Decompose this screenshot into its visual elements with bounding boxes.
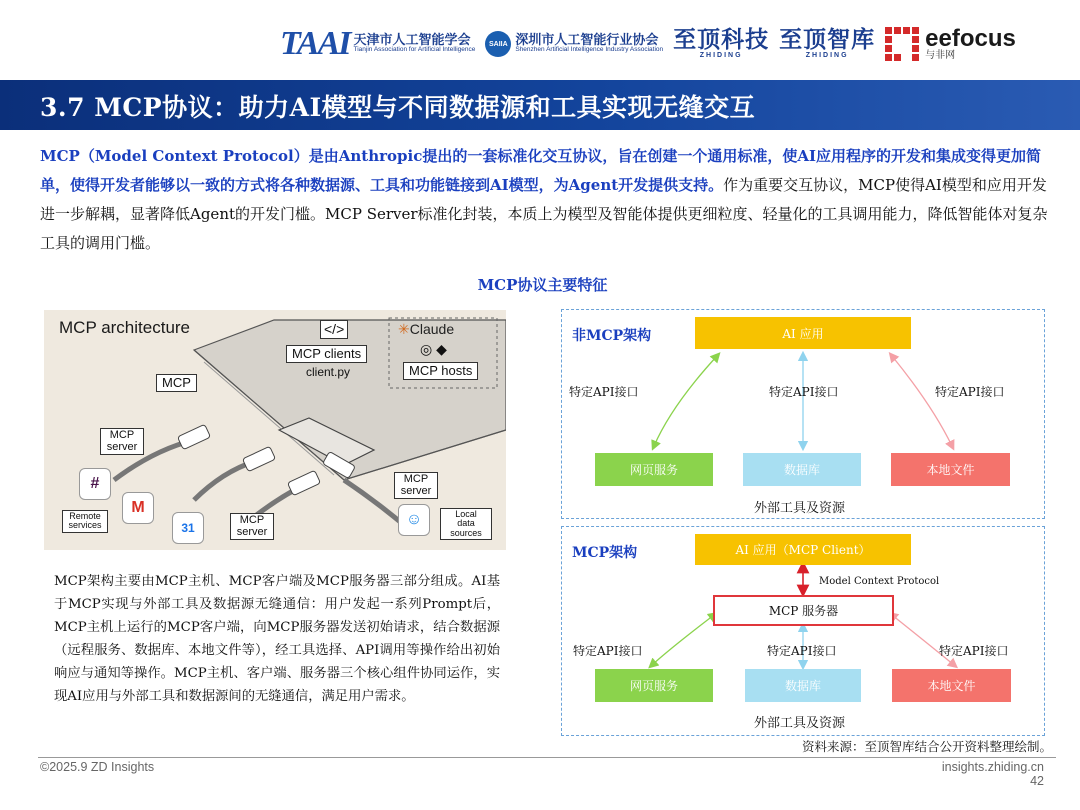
non-mcp-label: 非MCP架构 xyxy=(572,328,652,344)
database-box: 数据库 xyxy=(743,453,861,486)
mcp-hosts-tag: MCP hosts xyxy=(403,362,478,380)
code-file-icon: </> xyxy=(320,320,348,339)
mcp-tag: MCP xyxy=(156,374,197,392)
host-app-icons: ◎ ◆ xyxy=(420,341,447,357)
intro-normal: 作为重要交互协议，MCP使得AI模型和应用开发进一步解耦，显著降低Agent的开发门槛。MCP Server标准化封装，本质上为模型及智能体提供更细粒度、轻量化的工具调用能力，降低智能体对复杂工具的调用门槛。 xyxy=(40,176,1048,252)
zhiding-think-en: ZHIDING xyxy=(805,52,849,59)
title-bar xyxy=(0,80,1080,130)
footer-divider xyxy=(38,757,1056,758)
mcp-architecture-illustration xyxy=(44,310,506,550)
taai-name-en: Tianjin Association for Artificial Intelligence xyxy=(353,46,476,54)
eefocus-grid-icon xyxy=(885,27,919,61)
api-label-right-mcp: 特定API接口 xyxy=(939,644,1009,658)
api-label-left-mcp: 特定API接口 xyxy=(573,644,643,658)
api-label-right: 特定API接口 xyxy=(935,385,1005,399)
architecture-description: MCP架构主要由MCP主机、MCP客户端及MCP服务器三部分组成。AI基于MCP实现与外部工具及数据源无缝通信：用户发起一系列Prompt后，MCP主机上运行的MCP客户端，向MCP服务器发送初始请求，结合数据源（远程服务、数据库、本地文件等），经工具选择、API调用等操作给出初始响应与通知等操作。MCP主机、客户端、服务器三个核心组件协同运作，实现AI应用与外部工具和数据源间的无缝通信，满足用户需求。 xyxy=(54,574,500,704)
header-logos xyxy=(280,14,1016,74)
database-box-mcp: 数据库 xyxy=(745,669,861,702)
remote-services-tag: Remote services xyxy=(62,510,108,533)
zhiding-tech-logo xyxy=(673,29,769,59)
gmail-icon: M xyxy=(122,492,154,524)
mcp-diagram xyxy=(561,526,1045,736)
mcp-label: MCP架构 xyxy=(572,545,638,561)
mcp-server-tag-2: MCP server xyxy=(394,472,438,499)
external-tools-caption-mcp: 外部工具及资源 xyxy=(754,716,846,731)
local-data-sources-tag: Local data sources xyxy=(440,508,492,540)
api-label-mid: 特定API接口 xyxy=(769,385,839,399)
ai-app-mcp-client-box: AI 应用（MCP Client） xyxy=(695,534,911,565)
finder-icon: ☺ xyxy=(398,504,430,536)
taai-logo xyxy=(280,25,475,63)
local-file-box-mcp: 本地文件 xyxy=(892,669,1011,702)
zhiding-think-logo xyxy=(779,29,875,59)
web-service-box-mcp: 网页服务 xyxy=(595,669,713,702)
footer-url[interactable]: insights.zhiding.cn xyxy=(941,760,1044,774)
zhiding-tech-en: ZHIDING xyxy=(699,52,743,59)
zhiding-tech-cn: 至顶科技 xyxy=(673,27,770,53)
claude-label xyxy=(398,322,454,337)
source-note: 资料来源：至顶智库结合公开资料整理绘制。 xyxy=(801,739,1052,754)
ai-app-box: AI 应用 xyxy=(695,317,911,349)
saiia-name-en: Shenzhen Artificial Intelligence Industry Association xyxy=(515,46,664,54)
mcp-clients-tag: MCP clients xyxy=(286,345,367,363)
model-context-protocol-label: Model Context Protocol xyxy=(819,576,940,587)
eefocus-name-en: eefocus xyxy=(925,25,1016,52)
api-label-left: 特定API接口 xyxy=(569,385,639,399)
architecture-title: MCP architecture xyxy=(59,318,191,337)
web-service-box: 网页服务 xyxy=(595,453,713,486)
saiia-badge: SAIIA xyxy=(485,31,511,57)
api-label-mid-mcp: 特定API接口 xyxy=(767,644,837,658)
saiia-name-cn: 深圳市人工智能行业协会 xyxy=(515,32,659,48)
zhiding-think-cn: 至顶智库 xyxy=(779,27,876,53)
slack-icon: # xyxy=(79,468,111,500)
taai-name-cn: 天津市人工智能学会 xyxy=(353,32,471,48)
mcp-server-tag-3: MCP server xyxy=(230,513,274,540)
local-file-box: 本地文件 xyxy=(891,453,1010,486)
page-number: 42 xyxy=(1030,774,1044,788)
client-file-label: client.py xyxy=(306,365,351,379)
page-title: 3.7 MCP协议：助力AI模型与不同数据源和工具实现无缝交互 xyxy=(40,93,756,122)
calendar-icon: 31 xyxy=(172,512,204,544)
eefocus-name-cn: 与非网 xyxy=(925,50,956,61)
mcp-server-box: MCP 服务器 xyxy=(713,595,894,626)
claude-text: Claude xyxy=(409,321,455,337)
section-title: MCP协议主要特征 xyxy=(477,276,608,294)
eefocus-logo xyxy=(885,27,1016,61)
taai-mark: TAAI xyxy=(280,25,350,62)
intro-highlight: MCP（Model Context Protocol）是由Anthropic提出的一套标准化交互协议，旨在创建一个通用标准，使AI应用程序的开发和集成变得更加简单，使得开发者能够以一致的方式将各种数据源、工具和功能链接到AI模型，为Agent开发提供支持。 xyxy=(40,147,1042,194)
footer-right xyxy=(942,760,1044,788)
footer-copyright: ©2025.9 ZD Insights xyxy=(40,760,155,774)
external-tools-caption: 外部工具及资源 xyxy=(754,501,846,516)
mcp-server-tag-1: MCP server xyxy=(100,428,144,455)
non-mcp-diagram xyxy=(561,309,1045,519)
claude-star-icon: ✳ xyxy=(398,321,410,337)
saiia-logo xyxy=(485,31,663,57)
intro-paragraph xyxy=(40,142,1050,258)
